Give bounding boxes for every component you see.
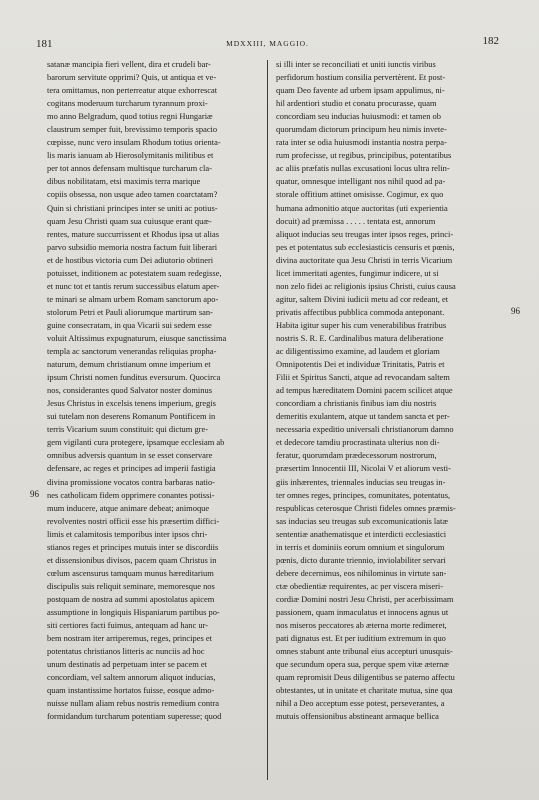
text-line: sui tutelam non deserens Romanum Pontificem in [47, 411, 216, 422]
text-line: Filii et Spiritus Sancti, atque ad revocandam saltem [276, 372, 450, 383]
text-line: pes et potentatus sub ecclesiasticis censuris et pœnis, [276, 241, 455, 252]
text-line: quam repromisit Deus diligentibus se paterno affectu [276, 672, 455, 683]
text-line: nuisse nullam aliam rebus nostris remedium contra [47, 698, 219, 709]
text-line: quorumdam dictorum principum heu nimis invete- [276, 124, 447, 135]
text-line: ctæ obedientiæ requirentes, ac per viscera miseri- [276, 580, 444, 591]
text-line: tera omittamus, non perterreatur atque exhorrescat [47, 85, 218, 96]
text-line: mutuis offensionibus abstineant armaque bellica [276, 711, 439, 722]
text-line: pœnis, dicto durante triennio, inviolabiliter servari [276, 554, 446, 565]
text-line: sas inducias seu treugas sub excomunicationis latæ [276, 515, 448, 526]
text-line: siti certiores facti fuimus, antequam ad hanc ur- [47, 620, 209, 631]
text-line: potentatus christianos litteris ac nunciis ad hoc [47, 646, 205, 657]
text-line: stolorum Petri et Pauli aliorumque martirum san- [47, 306, 213, 317]
text-line: et dedecore tamdiu procrastinata ulterius non di- [276, 437, 440, 448]
text-line: storale offitium attinet omisisse. Cogimur, ex quo [276, 189, 444, 200]
text-line: templa ac sanctorum venerandas reliquias propha- [47, 346, 217, 357]
text-line: nostris S. R. E. Cardinalibus matura deliberatione [276, 332, 444, 343]
right-text-column [276, 58, 503, 723]
text-line: unum destinatis ad perpetuam inter se pacem et [47, 659, 208, 670]
text-line: quatur, omnesque intelligant nos nihil quod ad pa- [276, 176, 446, 187]
text-line: guine consecratam, in qua Vicarii sui sedem esse [47, 319, 212, 330]
text-line: parvo subsidio memoria nostra factum fuit liberari [47, 241, 218, 252]
margin-note-right: 96 [511, 306, 520, 316]
text-line: nos, considerantes quod Salvator noster dominus [47, 385, 212, 396]
text-line: concordiam seu inducias huiusmodi: et tamen ob [276, 111, 441, 122]
text-line: et nunc tot et tantis rerum successibus elatum aper- [47, 280, 220, 291]
text-line: docuit) ad præmissa . . . . . tentata est, annorum [276, 215, 436, 226]
text-line: omnibus adversis quantum in se esset conservare [47, 450, 213, 461]
text-line: feratur, quorumdam prædecessorum nostrorum, [276, 450, 437, 461]
text-line: voluit Altissimus expugnaturum, eiusque sanctissima [47, 332, 227, 343]
text-line: præsertim Innocentii III, Nicolai V et aliorum vesti- [276, 463, 451, 474]
text-line: ter omnes reges, principes, comunitates, potentatus, [276, 489, 451, 500]
text-line: postquam de nostra ad summi apostolatus apicem [47, 593, 215, 604]
page-header [36, 35, 499, 52]
text-line: que secundum opera sua, perque spem vitæ æternæ [276, 659, 449, 670]
text-line: concordiam a christianis finibus iam diu nostris [276, 398, 437, 409]
text-line: hil ardentiori studio et conatu procurasse, quam [276, 98, 437, 109]
text-line: per tot annos defensam multisque turcharum cla- [47, 163, 212, 174]
text-line: aliquot inducias seu treugas inter ipsos reges, princi- [276, 228, 454, 239]
page-number-left: 181 [36, 38, 53, 50]
text-line: copiis obsessa, non usque adeo tamen coarctatam? [47, 189, 218, 200]
text-line: nos miseros peccatores ab æterna morte redimeret, [276, 620, 447, 631]
text-line: Habita igitur super his cum venerabilibus fratribus [276, 319, 447, 330]
text-line: dibus nobilitatam, etsi maximis terra marique [47, 176, 201, 187]
text-line: mum inducere, atque animare debeat; animoque [47, 502, 210, 513]
text-line: non zelo fidei ac religionis ipsius Christi, cuius causa [276, 280, 456, 291]
running-title: MDXXIII, MAGGIO. [226, 39, 309, 48]
text-line: lis maris ianuam ab Hierosolymitanis militibus et [47, 150, 214, 161]
text-line: ac aliis præfatis nullas excusationi locus ultra relin- [276, 163, 450, 174]
text-line: in terris et dominiis eorum omnium et singulorum [276, 541, 445, 552]
text-line: rata inter se odia huiusmodi instantia nostra perpa- [276, 137, 447, 148]
text-line: divina promissione vocatos contra barbaras natio- [47, 476, 215, 487]
margin-note-left: 96 [30, 489, 39, 499]
text-line: cœlum ascensurus tamquam munus hæreditarium [47, 567, 214, 578]
text-line: quam Jesu Christi quam sua cuiusque erant quæ- [47, 215, 212, 226]
text-line: perfidorum hostium consilia pervertèrent. Et post- [276, 72, 446, 83]
text-line: et dissensionibus divisos, pacem quam Christus in [47, 554, 217, 565]
text-line: humana admonitio atque auctoritas (uti experientia [276, 202, 448, 213]
text-line: passionem, quam inmaculatus et innocens agnus ut [276, 606, 449, 617]
text-line: stianos reges et principes mutuis inter se discordiis [47, 541, 219, 552]
text-line: cogitans moderuum turcharum tyrannum proxi- [47, 98, 208, 109]
text-line: privatis affectibus pubblica commoda anteponant. [276, 306, 445, 317]
left-text-column [47, 58, 258, 723]
text-line: cordiæ Domini nostri Jesu Christi, per acerbissimam [276, 593, 454, 604]
text-line: quam Deo favente ad urbem ipsam appulimus, ni- [276, 85, 445, 96]
text-line: omnes stabunt ante tribunal eius accepturi unusquis- [276, 646, 453, 657]
text-line: si illi inter se reconciliati et uniti iunctis viribus [276, 59, 436, 69]
text-line: Jesus Christus in excelsis tenens imperium, gregis [47, 398, 216, 409]
text-line: nes catholicam fidem opprimere conantes potissi- [47, 489, 215, 500]
text-line: limis et calamitosis temporibus inter ipsos chri- [47, 528, 208, 539]
text-line: necessaria expeditio universali christianorum damno [276, 424, 454, 435]
text-line: claustrum semper fuit, brevissimo temporis spacio [47, 124, 218, 135]
text-line: potuisset, inditionem ac potestatem suam redegisse, [47, 267, 222, 278]
text-line: rum profecisse, ut regibus, principibus, potentatibus [276, 150, 452, 161]
text-line: te minari se almam urbem Romam sanctorum apo- [47, 293, 219, 304]
text-line: giis inhærentes, triennales inducias seu treugas in- [276, 476, 446, 487]
text-line: defensare, ac reges et principes ad imperii fastigia [47, 463, 216, 474]
text-line: barorum servitute opprimi? Quis, ut antiqua et ve- [47, 72, 217, 83]
text-line: formidandum turcharum potentiam superesse; quod [47, 711, 222, 722]
text-line: bem nostram iter arriperemus, reges, principes et [47, 633, 212, 644]
text-line: sententiæ anathematisque et interdicti ecclesiastici [276, 528, 447, 539]
text-line: terris Vicarium suum constituit: qui dictum gre- [47, 424, 209, 435]
text-line: rentes, mature succurrissent et Rhodus ipsa ut alias [47, 228, 219, 239]
text-line: ipsum Christi nomen funditus eversurum. Quocirca [47, 372, 221, 383]
text-line: demeritis exulantem, atque ut tandem sancta et per- [276, 411, 450, 422]
text-line: divina auctoritate qua Jesu Christi in terris Vicarium [276, 254, 453, 265]
text-line: obtestantes, ut in unitate et charitate mutua, sine qua [276, 685, 453, 696]
text-line: mo anno Belgradum, quod totius regni Hungariæ [47, 111, 213, 122]
text-line: naturum, demum christianum omne imperium et [47, 359, 211, 370]
text-line: revolventes nostri officii esse his præsertim diffici- [47, 515, 220, 526]
page-number-right: 182 [482, 35, 499, 47]
text-line: Omnipotentis Dei et individuæ Trinitatis, Patris et [276, 359, 445, 370]
text-line: gem vigilanti cura protegere, ipsamque ecclesiam ab [47, 437, 225, 448]
text-line: satanæ mancipia fieri vellent, dira et crudeli bar- [47, 59, 211, 69]
text-line: concordiam, vel saltem annorum aliquot inducias, [47, 672, 216, 683]
text-line: debere decernimus, eos nihilominus in virtute san- [276, 567, 447, 578]
text-line: quam instantissime hortatos fuisse, eosque admo- [47, 685, 215, 696]
text-line: et de hostibus victoria cum Dei adiutorio obtineri [47, 254, 214, 265]
text-line: agitur, saltem Divini iudicii metu ad cor redeant, et [276, 293, 449, 304]
text-line: discipulis suis reliquit seminare, memoresque nos [47, 580, 215, 591]
text-line: cœpisse, nunc vero insulam Rhodum totius orienta- [47, 137, 221, 148]
column-divider [267, 60, 268, 780]
text-line: ad tempus hæreditatem Domini pacem scilicet atque [276, 385, 453, 396]
text-line: assumptione in longiquis Hispaniarum partibus po- [47, 606, 220, 617]
text-line: respublicas ceterosque Christi fideles omnes præmis- [276, 502, 456, 513]
text-line: nihil a Deo acceptum esse potest, perseverantes, a [276, 698, 445, 709]
text-line: ac diligentissimo examine, ad laudem et gloriam [276, 346, 440, 357]
text-line: pati dignatus est. Et per iuditium extremum in quo [276, 633, 446, 644]
text-line: licet immeritati agentes, fungimur indicere, ut si [276, 267, 439, 278]
text-line: Quin si christiani principes inter se uniti ac potius- [47, 202, 218, 213]
